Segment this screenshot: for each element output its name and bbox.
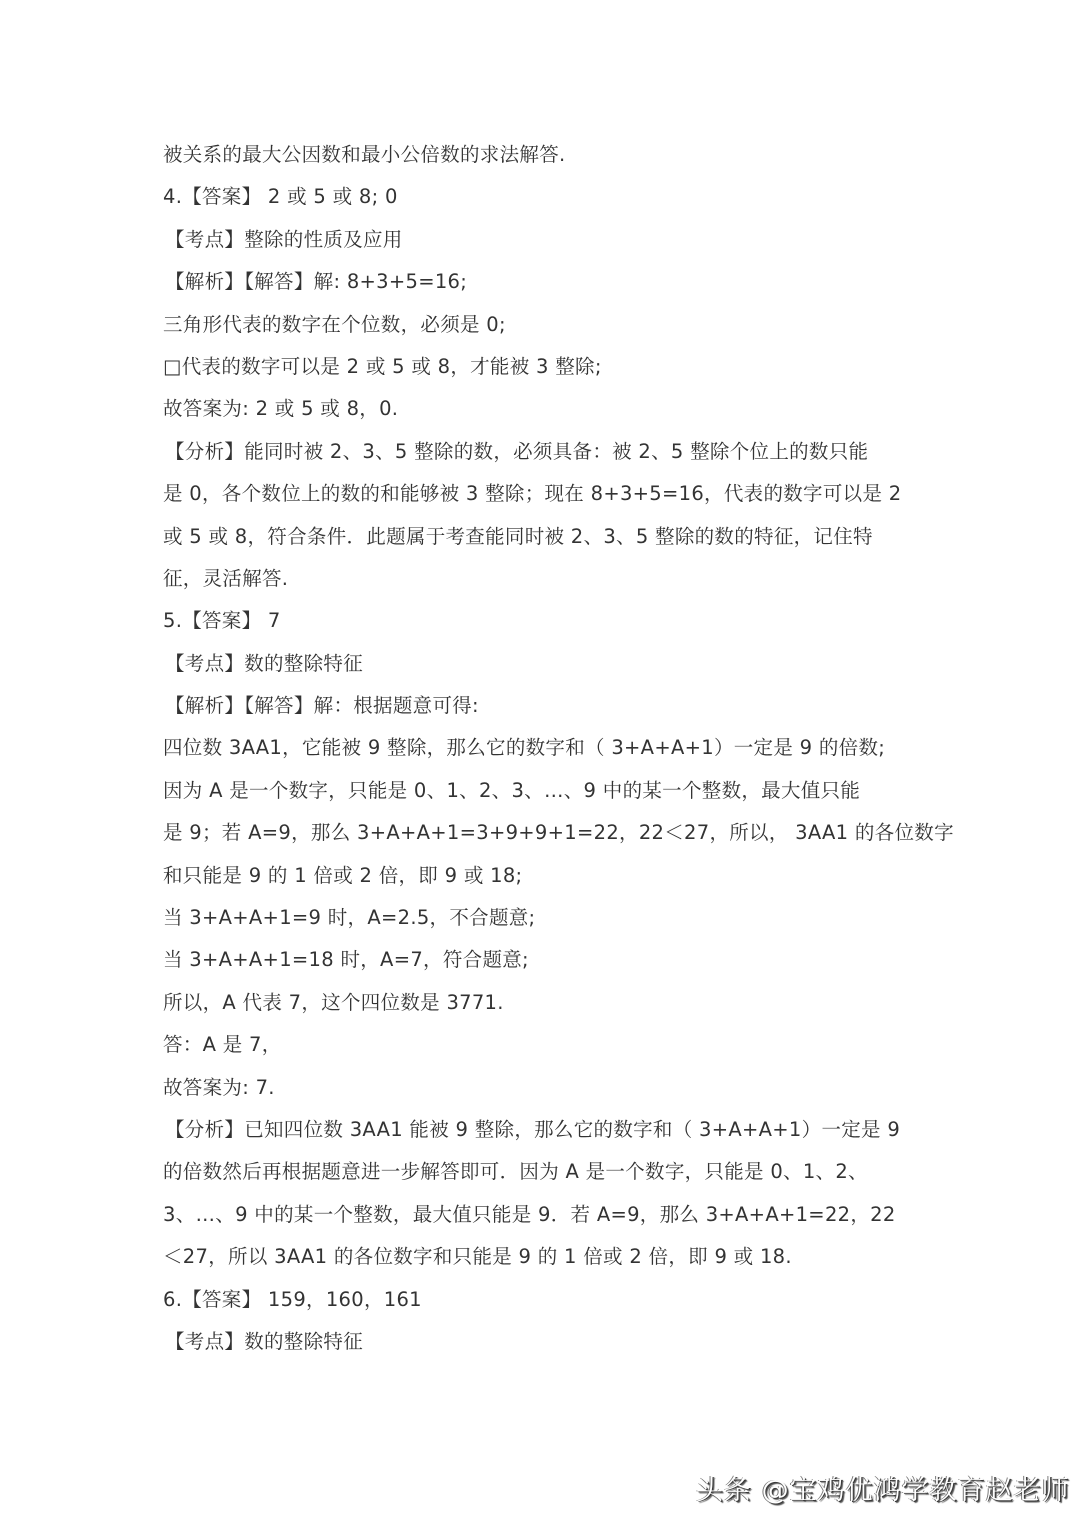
answer-5-heading: 5.【答案】 7 <box>163 609 281 633</box>
answer-5-analysis: 【分析】已知四位数 3AA1 能被 9 整除，那么它的数字和（ 3+A+A+1）一定是 9 <box>165 1117 901 1141</box>
answer-4-heading: 4.【答案】 2 或 5 或 8; 0 <box>163 185 398 209</box>
text-line: 答：A 是 7， <box>163 1033 282 1057</box>
answer-4-analysis: 【分析】能同时被 2、3、5 整除的数，必须具备：被 2、5 整除个位上的数只能 <box>165 439 869 463</box>
answer-6-topic: 【考点】数的整除特征 <box>165 1329 364 1353</box>
text-line: ＜27，所以 3AA1 的各位数字和只能是 9 的 1 倍或 2 倍，即 9 或 18. <box>163 1245 792 1269</box>
document-page <box>163 136 954 1365</box>
text-line: 所以，A 代表 7，这个四位数是 3771. <box>163 990 504 1014</box>
text-line: 或 5 或 8，符合条件．此题属于考查能同时被 2、3、5 整除的数的特征，记住特 <box>163 524 873 548</box>
watermark-label: 头条 @宝鸡优鸿学教育赵老师 <box>696 1475 1070 1506</box>
text-line: 故答案为: 7. <box>163 1075 275 1099</box>
answer-6-heading: 6.【答案】 159，160，161 <box>163 1287 422 1311</box>
text-line: 三角形代表的数字在个位数，必须是 0; <box>163 312 506 336</box>
text-line: 的倍数然后再根据题意进一步解答即可．因为 A 是一个数字，只能是 0、1、2、 <box>163 1160 868 1184</box>
text-line: 3、…、9 中的某一个整数，最大值只能是 9．若 A=9，那么 3+A+A+1=22，22 <box>163 1202 896 1226</box>
answer-5-topic: 【考点】数的整除特征 <box>165 651 364 675</box>
text-line: 故答案为: 2 或 5 或 8，0. <box>163 397 399 421</box>
text-line: 被关系的最大公因数和最小公倍数的求法解答. <box>163 143 566 166</box>
answer-4-topic: 【考点】整除的性质及应用 <box>165 227 403 251</box>
answer-5-solution: 【解析】【解答】解：根据题意可得: <box>165 694 479 718</box>
text-line: 和只能是 9 的 1 倍或 2 倍，即 9 或 18; <box>163 863 523 887</box>
text-line: 当 3+A+A+1=18 时，A=7，符合题意; <box>163 948 529 972</box>
text-line: 当 3+A+A+1=9 时，A=2.5，不合题意; <box>163 906 536 930</box>
text-line: 四位数 3AA1，它能被 9 整除，那么它的数字和（ 3+A+A+1）一定是 9 的倍数; <box>163 736 886 760</box>
answer-4-solution: 【解析】【解答】解: 8+3+5=16; <box>165 270 468 294</box>
text-line: 是 0，各个数位上的数的和能够被 3 整除；现在 8+3+5=16，代表的数字可以是 2 <box>163 482 902 506</box>
text-line: 征，灵活解答. <box>163 566 289 590</box>
text-line: 是 9；若 A=9，那么 3+A+A+1=3+9+9+1=22，22＜27，所以， 3AA1 的各位数字 <box>163 821 954 845</box>
text-line: □代表的数字可以是 2 或 5 或 8，才能被 3 整除; <box>163 354 602 378</box>
text-line: 因为 A 是一个数字，只能是 0、1、2、3、…、9 中的某一个整数，最大值只能 <box>163 778 861 802</box>
